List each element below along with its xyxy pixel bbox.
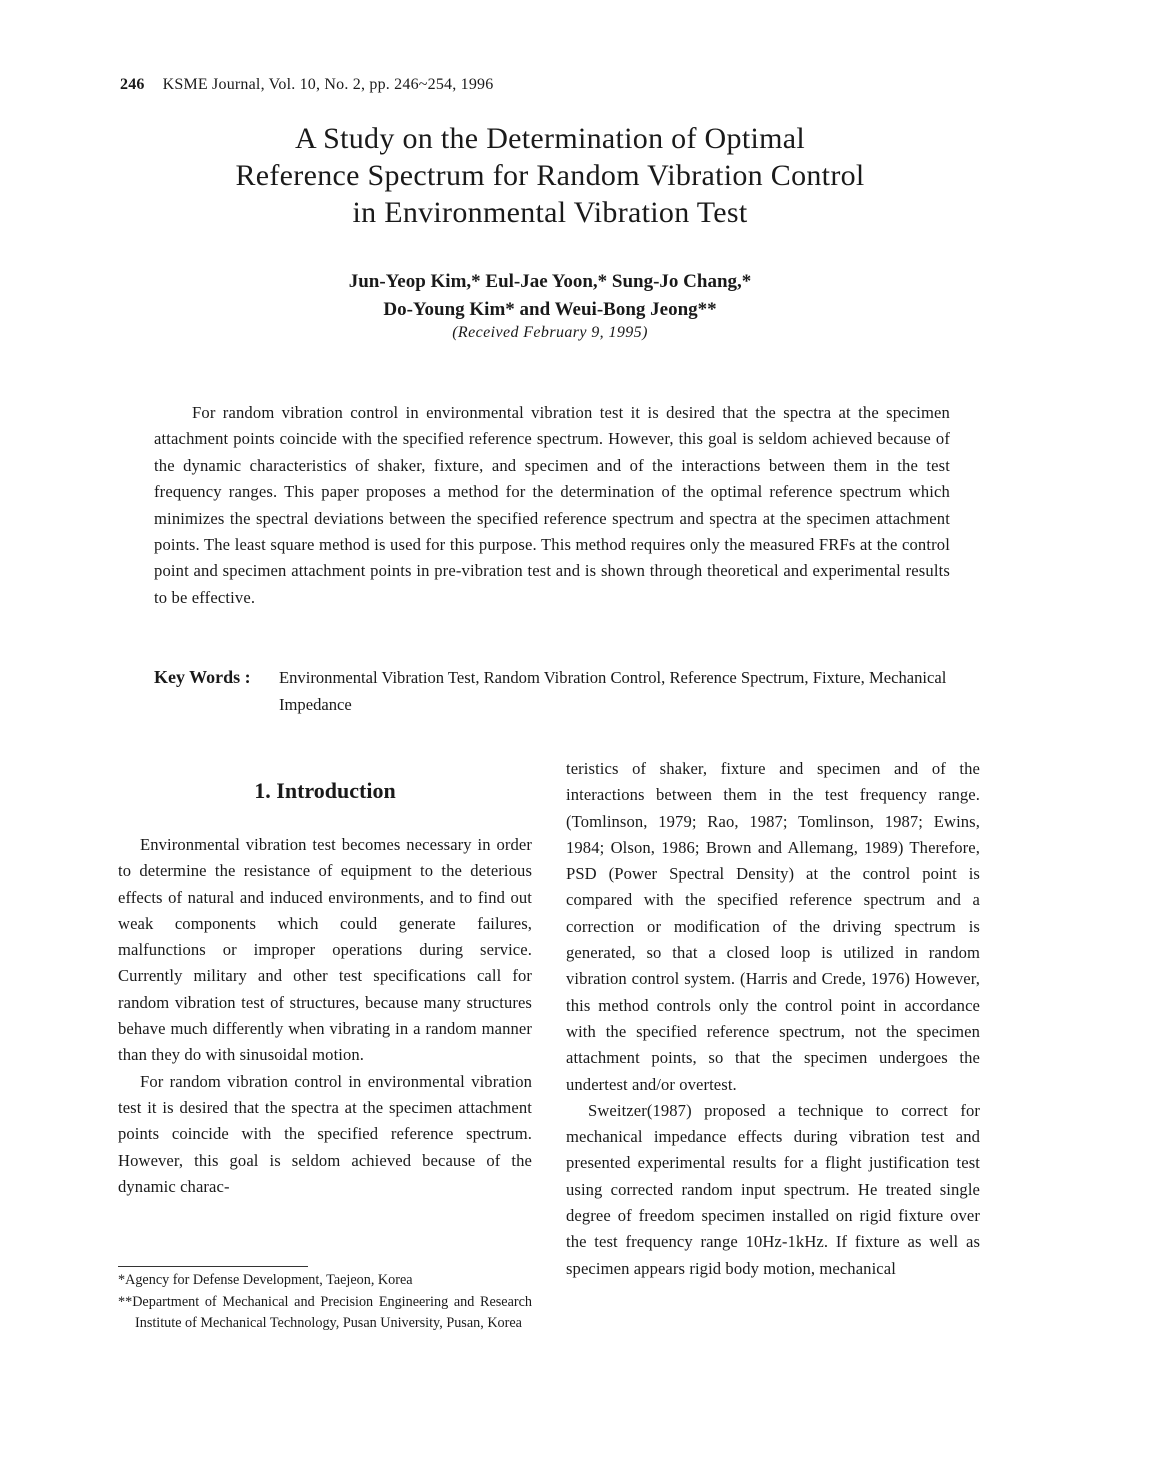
footnotes — [118, 1270, 532, 1335]
section-heading: 1. Introduction — [254, 778, 396, 803]
keywords-label: Key Words : — [154, 667, 251, 687]
keywords — [154, 664, 954, 718]
title-line-3: in Environmental Vibration Test — [352, 196, 748, 229]
intro-paragraph-3: Sweitzer(1987) proposed a technique to correct for mechanical impedance effects during vibration test and presented experimental results for a flight justification test using corrected random input spectrum. He treated single degree of freedom specimen installed on rigid fixture over the test frequency range 10Hz-1kHz. If fixture as well as specimen appears rigid body motion, mechanical — [566, 1100, 980, 1278]
paper-title — [150, 120, 950, 231]
intro-paragraph-2: For random vibration control in environmental vibration test it is desired that the spectra at the specimen attachment points coincide with the specified reference spectrum. However, this goal is seldom achieved because of the dynamic charac- — [118, 1071, 532, 1196]
footnote-divider — [118, 1266, 308, 1267]
intro-paragraph-continued: teristics of shaker, fixture and specimen and of the interactions between them in the test frequency range. (Tomlinson, 1979; Rao, 1987; Tomlinson, 1987; Ewins, 1984; Olson, 1986; Brown and Allemang, 1989) Therefore, PSD (Power Spectral Density) at the control point is compared with the specified reference spectrum and a correction or modification of the driving spectrum is generated, so that a closed loop is utilized in random vibration control system. (Harris and Crede, 1976) However, this method controls only the control point in accordance with the specified reference spectrum, not the specimen attachment points, so that the specimen undergoes the undertest and/or overtest. — [566, 759, 980, 1094]
footnote-1: *Agency for Defense Development, Taejeon, Korea — [118, 1272, 413, 1288]
author-list — [200, 268, 900, 324]
abstract: For random vibration control in environmental vibration test it is desired that the spectra at the specimen attachment points coincide with the specified reference spectrum. However, this goal is seldom achieved because of the dynamic characteristics of shaker, fixture, and specimen and of the interactions between them in the test frequency ranges. This paper proposes a method for the determination of the optimal reference spectrum which minimizes the spectral deviations between the specified reference spectrum and spectra at the specimen attachment points. The least square method is used for this purpose. This method requires only the measured FRFs at the control point and specimen attachment points in pre-vibration test and is shown through theoretical and experimental results to be effective. — [154, 403, 950, 607]
title-line-1: A Study on the Determination of Optimal — [295, 122, 805, 155]
right-column — [566, 756, 980, 1282]
authors-line-2: Do-Young Kim* and Weui-Bong Jeong** — [383, 299, 717, 320]
authors-line-1: Jun-Yeop Kim,* Eul-Jae Yoon,* Sung-Jo Chang,* — [348, 271, 752, 292]
keywords-text: Environmental Vibration Test, Random Vibration Control, Reference Spectrum, Fixture, Mechanical Impedance — [279, 668, 947, 714]
received-date: (Received February 9, 1995) — [452, 324, 648, 341]
running-head — [120, 76, 493, 94]
intro-paragraph-1: Environmental vibration test becomes necessary in order to determine the resistance of equipment to the deterious effects of natural and induced environments, and to find out weak components which could generate failures, malfunctions or improper operations during service. Currently military and other test specifications call for random vibration test of structures, because many structures behave much differently when vibrating in a random manner than they do with sinusoidal motion. — [118, 835, 532, 1065]
left-column — [118, 832, 532, 1200]
page-number: 246 — [120, 76, 145, 93]
journal-citation: KSME Journal, Vol. 10, No. 2, pp. 246~254, 1996 — [162, 76, 494, 93]
title-line-2: Reference Spectrum for Random Vibration Control — [235, 159, 865, 192]
footnote-2: **Department of Mechanical and Precision Engineering and Research Institute of Mechanical Technology, Pusan University, Pusan, Korea — [118, 1293, 532, 1331]
